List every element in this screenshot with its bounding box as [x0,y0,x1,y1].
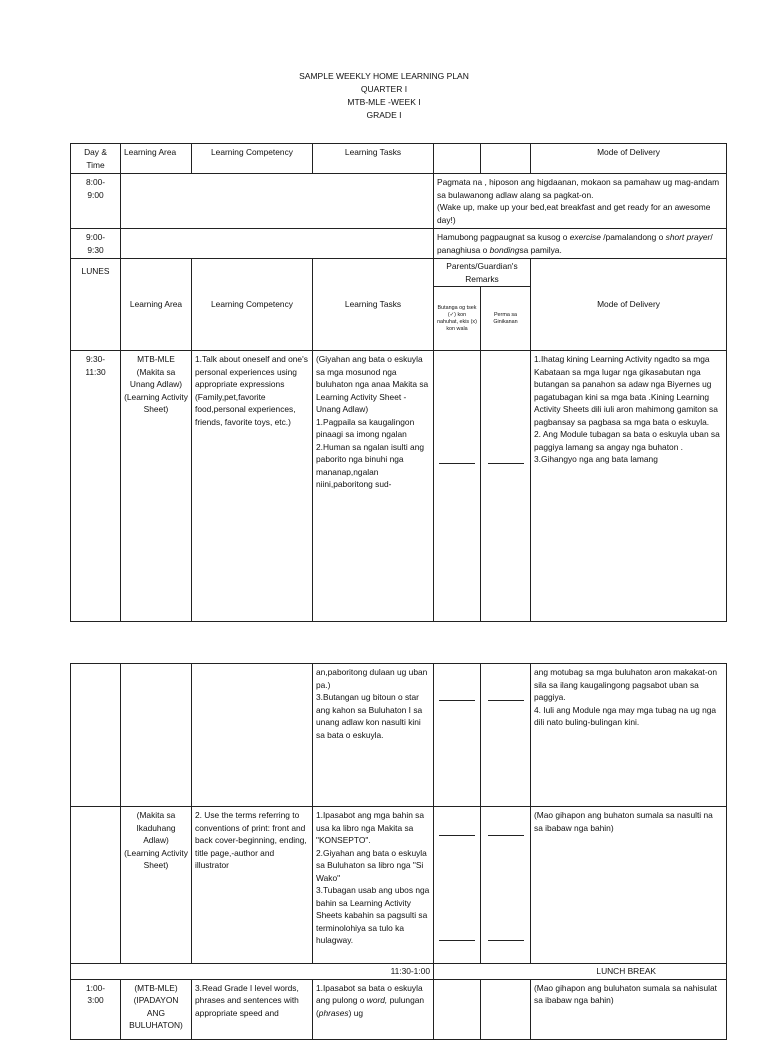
check-blank[interactable] [434,664,481,807]
signature-blank[interactable] [481,664,531,807]
signature-blanks[interactable] [481,807,531,964]
signature-blank[interactable] [481,979,531,1039]
competency-cell: 1.Talk about oneself and one's personal experiences using appropriate expressions (Family,pet,favorite food,personal experiences, friends, favorite toys, etc.) [192,351,313,622]
learning-area-cell: (MTB-MLE) (IPADAYON ANG BULUHATON) [121,979,192,1039]
mode-cell: (Mao gihapon ang buhaton sumala sa nasulti na sa ibabaw nga bahin) [531,807,727,964]
lunch-time: 11:30-1:00 [71,964,434,980]
empty-cell [121,174,434,229]
grade-label: GRADE I [366,110,402,120]
check-blank[interactable] [434,979,481,1039]
tasks-cell: (Giyahan ang bata o eskuyla sa mga mosunod nga buluhaton nga anaa Makita sa Learning Activity Sheet -Unang Adlaw) 1.Pagpaila sa kaugalingon pinaagi sa imong ngalan 2.Human sa ngalan isulti ang paborito nga binuhi nga mananap,ngalan niini,paboritong sud- [313,351,434,622]
sub-learning-tasks: Learning Tasks [313,259,434,351]
parents-remarks-header: Parents/Guardian's Remarks [434,259,531,287]
competency-cell: 2. Use the terms referring to conventions of print: front and back cover-beginning, ending, title page,-author and illustrator [192,807,313,964]
tasks-cell: 1.Ipasabot sa bata o eskuyla ang pulong o word, pulungan (phrases) ug [313,979,434,1039]
check-blank[interactable] [434,351,481,622]
lunch-label: LUNCH BREAK [434,964,727,980]
competency-cell: 3.Read Grade I level words, phrases and sentences with appropriate speed and [192,979,313,1039]
mode-cell: 1.Ihatag kining Learning Activity ngadto sa mga Kabataan sa mga lugar nga gikasabutan nga butangan sa panahon sa adaw nga Biyernes ug pagatubagan kini sa mga bata .Kining Learning Activity Sheets dili iuli aron mahimong gamiton sa pagbansay sa pagbasa sa mga bata o eskuyla. 2. Ang Module tubagan sa bata o eskuyla uban sa paggiya lamang sa angay nga buhaton . 3.Gihangyo nga ang bata lamang [531,351,727,622]
week-label: MTB-MLE -WEEK I [347,97,421,107]
plan-table-page-2 [70,663,726,1030]
plan-title: SAMPLE WEEKLY HOME LEARNING PLAN [299,71,469,81]
time-cell: 9:00- 9:30 [71,229,121,259]
empty-cell [71,664,121,807]
check-blanks[interactable] [434,807,481,964]
learning-area-cell: (Makita sa Ikaduhang Adlaw) (Learning Activity Sheet) [121,807,192,964]
header-day-time: Day & Time [71,144,121,174]
empty-cell [121,229,434,259]
header-blank-2 [481,144,531,174]
tasks-cell: 1.Ipasabot ang mga bahin sa usa ka libro nga Makita sa "KONSEPTO". 2.Giyahan ang bata o eskuyla sa Buluhaton sa libro nga "Si Wako" 3.Tubagan usab ang ubos nga bahin sa Learning Activity Sheets kabahin sa pagsulti sa terminolohiya sa tulo ka hulagway. [313,807,434,964]
empty-cell [71,807,121,964]
sub-learning-area: Learning Area [121,259,192,351]
empty-cell [192,664,313,807]
header-learning-competency: Learning Competency [192,144,313,174]
header-learning-area: Learning Area [121,144,192,174]
sub-learning-competency: Learning Competency [192,259,313,351]
parent-signature-label: Perma sa Ginikanan [481,287,531,351]
plan-table-page-1 [70,143,726,622]
day-label: LUNES [71,259,121,351]
time-cell: 9:30- 11:30 [71,351,121,622]
mode-cell: ang motubag sa mga buluhaton aron makakat-on sila sa ilang kaugalingong pagsabot uban sa paggiya. 4. Iuli ang Module nga may mga tubag na ug nga dili nato buling-bulingan kini. [531,664,727,807]
exercise-text: Hamubong pagpaugnat sa kusog o exercise /pamalandong o short prayer/ panaghiusa o bondingsa pamilya. [434,229,727,259]
tasks-cell: an,paboritong dulaan ug uban pa.) 3.Butangan ug bitoun o star ang kahon sa Buluhaton I sa unang adlaw kon nasulti kini sa bata o eskuyla. [313,664,434,807]
sub-mode-delivery: Mode of Delivery [531,259,727,351]
time-cell: 8:00- 9:00 [71,174,121,229]
learning-area-cell: MTB-MLE (Makita sa Unang Adlaw) (Learning Activity Sheet) [121,351,192,622]
check-instruction: Butanga og tsek (✓) kon nahuhat, ekis (x) kon wala [434,287,481,351]
quarter-label: QUARTER I [360,84,408,94]
mode-cell: (Mao gihapon ang buluhaton sumala sa nahisulat sa ibabaw nga bahin) [531,979,727,1039]
header-mode-delivery: Mode of Delivery [531,144,727,174]
empty-cell [121,664,192,807]
morning-routine-text: Pagmata na , hiposon ang higdaanan, mokaon sa pamahaw ug mag-andam sa bulawanong adlaw alang sa pagkat-on. (Wake up, make up your bed,eat breakfast and get ready for an awesome day!) [434,174,727,229]
time-cell: 1:00- 3:00 [71,979,121,1039]
signature-blank[interactable] [481,351,531,622]
header-blank-1 [434,144,481,174]
header-learning-tasks: Learning Tasks [313,144,434,174]
